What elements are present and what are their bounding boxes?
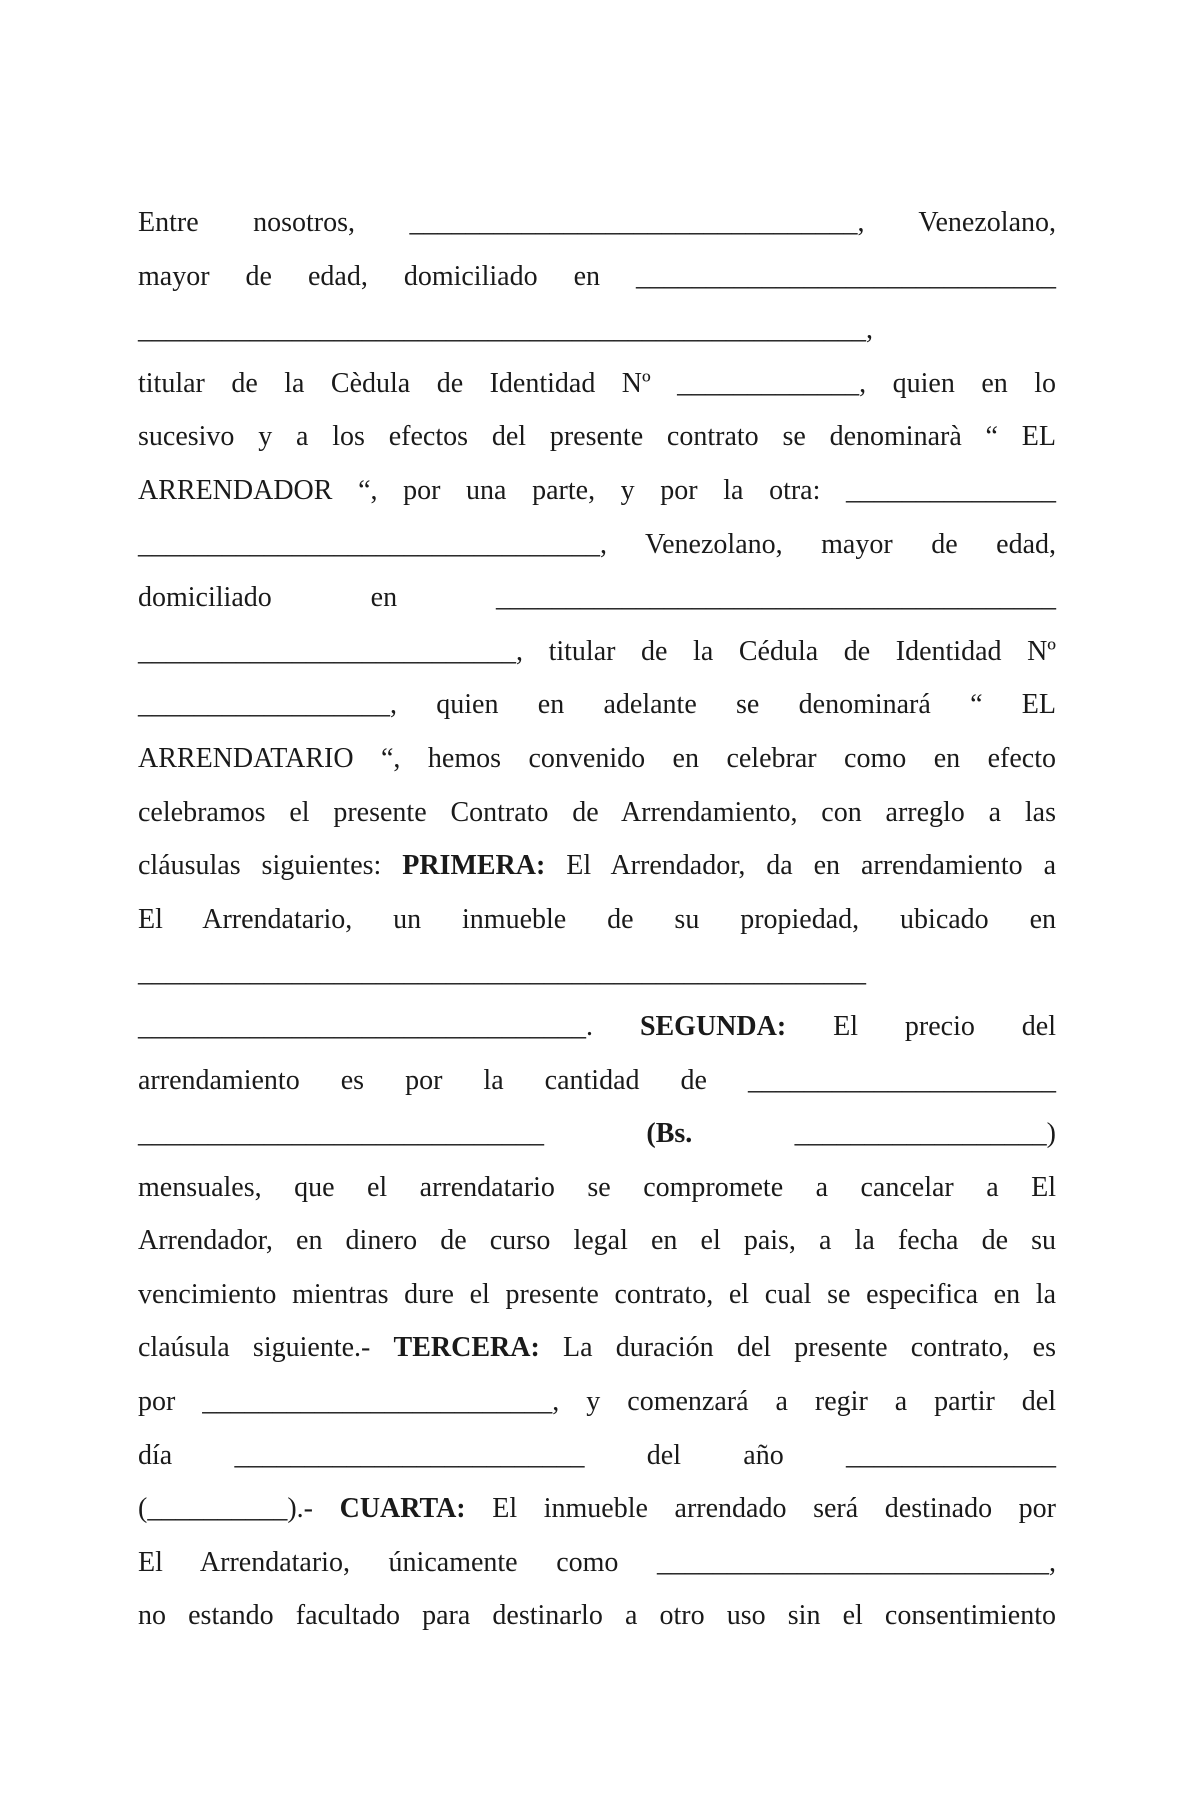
text-run: La duración del presente contrato, es (539, 1332, 1056, 1364)
text-run: El inmueble arrendado será destinado por (465, 1493, 1057, 1525)
text-line: __________________, quien en adelante se denominará “ EL (138, 689, 1056, 721)
contract-body (138, 196, 1056, 1643)
text-run: (__________).- (138, 1493, 340, 1525)
text-run: claúsula siguiente.- (138, 1332, 394, 1364)
clause-heading-tercera: TERCERA: (393, 1332, 540, 1364)
text-line: ___________________________, titular de la Cédula de Identidad Nº (138, 635, 1056, 667)
text-line: ARRENDADOR “, por una parte, y por la otra: _______________ (138, 474, 1056, 506)
text-line: mensuales, que el arrendatario se compromete a cancelar a El (138, 1171, 1056, 1203)
text-line: mayor de edad, domiciliado en ______________________________ (138, 260, 1056, 292)
text-line: sucesivo y a los efectos del presente contrato se denominarà “ EL (138, 421, 1056, 453)
text-line (138, 1000, 1056, 1054)
text-run: El precio del (786, 1010, 1056, 1042)
text-line: no estando facultado para destinarlo a otro uso sin el consentimiento (138, 1600, 1056, 1632)
text-line: Entre nosotros, ________________________________, Venezolano, (138, 207, 1056, 238)
text-line: ____________________________________________________ (138, 957, 866, 989)
text-line: _________________________________, Venezolano, mayor de edad, (138, 528, 1056, 560)
text-run: El Arrendador, da en arrendamiento a (545, 850, 1056, 882)
text-run: __________________) (692, 1118, 1057, 1150)
text-line: arrendamiento es por la cantidad de ______________________ (138, 1064, 1056, 1096)
text-line: titular de la Cèdula de Identidad Nº _____________, quien en lo (138, 367, 1056, 399)
text-run: cláusulas siguientes: (138, 850, 403, 882)
text-line (138, 839, 1056, 893)
text-line (138, 1107, 1056, 1161)
clause-heading-cuarta: CUARTA: (339, 1493, 466, 1525)
text-run: _____________________________ (138, 1118, 647, 1150)
currency-label: (Bs. (646, 1118, 693, 1150)
clause-heading-primera: PRIMERA: (402, 850, 546, 882)
text-line: por _________________________, y comenzará a regir a partir del (138, 1386, 1056, 1418)
text-line: Arrendador, en dinero de curso legal en el pais, a la fecha de su (138, 1225, 1056, 1257)
text-line: ARRENDATARIO “, hemos convenido en celebrar como en efecto (138, 742, 1056, 774)
text-run: ________________________________. (138, 1010, 640, 1042)
text-line: ____________________________________________________, (138, 314, 873, 346)
text-line: día _________________________ del año _______________ (138, 1439, 1056, 1471)
text-line: celebramos el presente Contrato de Arrendamiento, con arreglo a las (138, 796, 1056, 828)
text-line (138, 1321, 1056, 1375)
text-line: El Arrendatario, un inmueble de su propiedad, ubicado en (138, 903, 1056, 935)
text-line: El Arrendatario, únicamente como ____________________________, (138, 1546, 1056, 1578)
text-line (138, 1482, 1056, 1536)
text-line: domiciliado en ________________________________________ (138, 582, 1056, 614)
text-line: vencimiento mientras dure el presente contrato, el cual se especifica en la (138, 1278, 1056, 1310)
clause-heading-segunda: SEGUNDA: (639, 1010, 787, 1042)
